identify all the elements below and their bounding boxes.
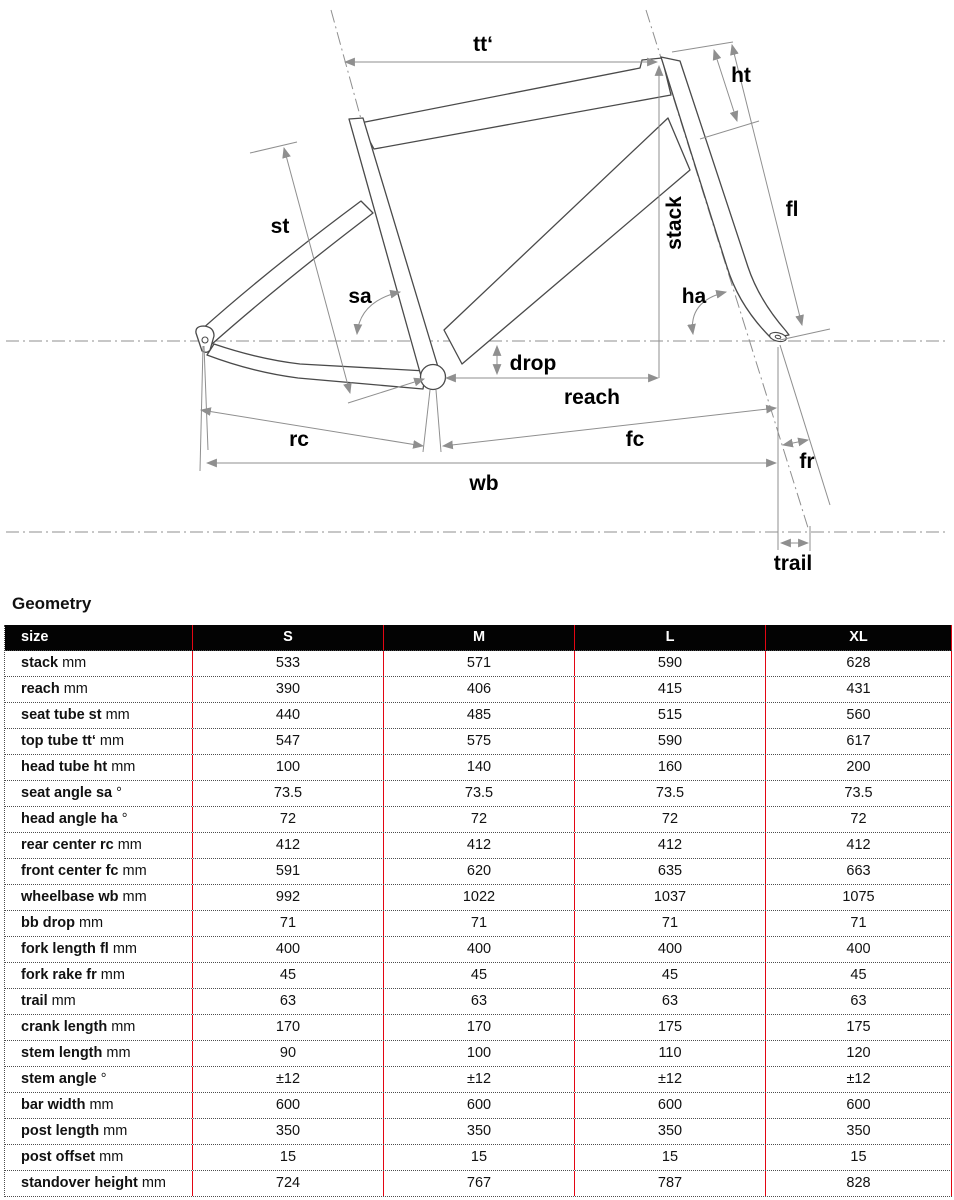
table-row <box>5 677 952 703</box>
cell-value-l: 787 <box>574 1171 765 1196</box>
row-label: bar width mm <box>21 1097 114 1113</box>
cell-value-m: 1022 <box>383 885 574 910</box>
cell-value-xl: 628 <box>765 651 952 676</box>
cell-value-m: 406 <box>383 677 574 702</box>
row-label: rear center rc mm <box>21 837 142 853</box>
table-header-row <box>5 625 952 651</box>
cell-value-xl: 15 <box>765 1145 952 1170</box>
cell-value-l: 63 <box>574 989 765 1014</box>
table-row <box>5 729 952 755</box>
cell-value-m: 600 <box>383 1093 574 1118</box>
table-row <box>5 963 952 989</box>
row-label: crank length mm <box>21 1019 136 1035</box>
row-label: fork length fl mm <box>21 941 137 957</box>
cell-value-s: 400 <box>192 937 383 962</box>
cell-value-l: 415 <box>574 677 765 702</box>
row-label: stack mm <box>21 655 87 671</box>
label-trail: trail <box>773 552 813 575</box>
cell-value-xl: 45 <box>765 963 952 988</box>
table-row <box>5 1145 952 1171</box>
cell-value-s: 390 <box>192 677 383 702</box>
row-label: trail mm <box>21 993 76 1009</box>
table-row <box>5 1041 952 1067</box>
cell-value-s: 15 <box>192 1145 383 1170</box>
cell-value-m: 72 <box>383 807 574 832</box>
label-stack: stack <box>663 196 686 250</box>
row-label: stem length mm <box>21 1045 131 1061</box>
cell-value-s: 591 <box>192 859 383 884</box>
table-row <box>5 1171 952 1197</box>
label-ht: ht <box>731 64 751 87</box>
cell-value-m: 100 <box>383 1041 574 1066</box>
header-size: size <box>21 629 49 645</box>
row-label: top tube tt‘ mm <box>21 733 125 749</box>
header-col-xl: XL <box>765 625 952 650</box>
label-ha: ha <box>681 285 707 308</box>
table-row <box>5 937 952 963</box>
cell-value-s: 90 <box>192 1041 383 1066</box>
chain-stay <box>207 344 426 389</box>
st-top-tick <box>250 142 297 153</box>
bb-circle <box>421 365 446 390</box>
label-drop: drop <box>509 352 557 375</box>
cell-value-m: 170 <box>383 1015 574 1040</box>
cell-value-l: 71 <box>574 911 765 936</box>
cell-value-s: ±12 <box>192 1067 383 1092</box>
cell-value-xl: 400 <box>765 937 952 962</box>
cell-value-m: 71 <box>383 911 574 936</box>
table-row <box>5 1119 952 1145</box>
table-row <box>5 781 952 807</box>
cell-value-s: 533 <box>192 651 383 676</box>
page-title: Geometry <box>12 594 92 613</box>
cell-value-s: 45 <box>192 963 383 988</box>
cell-value-m: 350 <box>383 1119 574 1144</box>
cell-value-l: 15 <box>574 1145 765 1170</box>
label-sa: sa <box>348 285 372 308</box>
cell-value-s: 73.5 <box>192 781 383 806</box>
cell-value-l: 350 <box>574 1119 765 1144</box>
label-rc: rc <box>289 428 309 451</box>
row-label: post length mm <box>21 1123 128 1139</box>
table-row <box>5 651 952 677</box>
cell-value-m: 15 <box>383 1145 574 1170</box>
label-fr: fr <box>799 450 815 473</box>
cell-value-s: 992 <box>192 885 383 910</box>
table-row <box>5 859 952 885</box>
cell-value-l: 73.5 <box>574 781 765 806</box>
label-tt: tt‘ <box>473 33 493 56</box>
geometry-table <box>4 625 952 1197</box>
table-row <box>5 703 952 729</box>
cell-value-l: 400 <box>574 937 765 962</box>
cell-value-l: 590 <box>574 651 765 676</box>
cell-value-m: 45 <box>383 963 574 988</box>
row-label: standover height mm <box>21 1175 166 1191</box>
cell-value-m: 412 <box>383 833 574 858</box>
cell-value-s: 63 <box>192 989 383 1014</box>
rear-axle-extension <box>200 346 203 471</box>
top-tube <box>360 58 671 149</box>
cell-value-m: 400 <box>383 937 574 962</box>
cell-value-xl: 560 <box>765 703 952 728</box>
rear-axle-slot <box>202 337 208 343</box>
rear-axle-extension-2 <box>204 346 208 450</box>
table-row <box>5 1015 952 1041</box>
row-label: stem angle ° <box>21 1071 107 1087</box>
cell-value-s: 71 <box>192 911 383 936</box>
cell-value-l: 635 <box>574 859 765 884</box>
label-fc: fc <box>625 428 645 451</box>
row-label: post offset mm <box>21 1149 124 1165</box>
ht-bottom-tick <box>700 121 759 139</box>
cell-value-l: 412 <box>574 833 765 858</box>
cell-value-xl: 72 <box>765 807 952 832</box>
ht-top-tick <box>672 42 733 52</box>
cell-value-l: 515 <box>574 703 765 728</box>
bb-extension-right <box>436 390 441 452</box>
cell-value-xl: 63 <box>765 989 952 1014</box>
row-label: fork rake fr mm <box>21 967 125 983</box>
cell-value-xl: ±12 <box>765 1067 952 1092</box>
table-row <box>5 755 952 781</box>
table-row <box>5 807 952 833</box>
cell-value-m: 571 <box>383 651 574 676</box>
cell-value-s: 170 <box>192 1015 383 1040</box>
cell-value-s: 100 <box>192 755 383 780</box>
cell-value-l: 1037 <box>574 885 765 910</box>
cell-value-m: 73.5 <box>383 781 574 806</box>
cell-value-m: 63 <box>383 989 574 1014</box>
cell-value-xl: 663 <box>765 859 952 884</box>
table-row <box>5 911 952 937</box>
dim-fc <box>443 408 776 446</box>
row-label: seat tube st mm <box>21 707 130 723</box>
header-col-l: L <box>574 625 765 650</box>
cell-value-xl: 431 <box>765 677 952 702</box>
dim-rc <box>201 410 423 446</box>
cell-value-xl: 71 <box>765 911 952 936</box>
cell-value-l: 45 <box>574 963 765 988</box>
cell-value-l: 600 <box>574 1093 765 1118</box>
cell-value-s: 412 <box>192 833 383 858</box>
rake-parallel-line <box>780 345 830 505</box>
cell-value-m: 485 <box>383 703 574 728</box>
cell-value-xl: 120 <box>765 1041 952 1066</box>
table-row <box>5 1093 952 1119</box>
cell-value-xl: 175 <box>765 1015 952 1040</box>
cell-value-l: 175 <box>574 1015 765 1040</box>
cell-value-xl: 1075 <box>765 885 952 910</box>
dim-fr <box>783 440 808 445</box>
label-reach: reach <box>563 386 621 409</box>
row-label: front center fc mm <box>21 863 147 879</box>
label-fl: fl <box>785 198 799 221</box>
bb-extension-left <box>423 390 430 452</box>
header-col-m: M <box>383 625 574 650</box>
header-col-s: S <box>192 625 383 650</box>
cell-value-xl: 200 <box>765 755 952 780</box>
row-label: wheelbase wb mm <box>21 889 147 905</box>
cell-value-s: 547 <box>192 729 383 754</box>
cell-value-s: 724 <box>192 1171 383 1196</box>
label-wb: wb <box>469 472 499 495</box>
cell-value-s: 440 <box>192 703 383 728</box>
cell-value-l: 160 <box>574 755 765 780</box>
table-row <box>5 1067 952 1093</box>
cell-value-xl: 350 <box>765 1119 952 1144</box>
cell-value-xl: 73.5 <box>765 781 952 806</box>
cell-value-l: ±12 <box>574 1067 765 1092</box>
seat-tube <box>349 118 438 376</box>
row-label: head angle ha ° <box>21 811 128 827</box>
cell-value-s: 72 <box>192 807 383 832</box>
row-label: head tube ht mm <box>21 759 136 775</box>
cell-value-m: 767 <box>383 1171 574 1196</box>
label-st: st <box>270 215 290 238</box>
bike-geometry-diagram <box>0 0 954 585</box>
cell-value-m: 575 <box>383 729 574 754</box>
row-label: seat angle sa ° <box>21 785 122 801</box>
cell-value-l: 72 <box>574 807 765 832</box>
row-label: bb drop mm <box>21 915 104 931</box>
cell-value-s: 350 <box>192 1119 383 1144</box>
cell-value-xl: 412 <box>765 833 952 858</box>
cell-value-m: 620 <box>383 859 574 884</box>
cell-value-xl: 617 <box>765 729 952 754</box>
cell-value-m: 140 <box>383 755 574 780</box>
table-row <box>5 989 952 1015</box>
row-label: reach mm <box>21 681 88 697</box>
table-row <box>5 885 952 911</box>
cell-value-xl: 828 <box>765 1171 952 1196</box>
cell-value-l: 110 <box>574 1041 765 1066</box>
table-body <box>5 651 952 1197</box>
cell-value-l: 590 <box>574 729 765 754</box>
cell-value-s: 600 <box>192 1093 383 1118</box>
down-tube <box>444 118 690 364</box>
cell-value-m: ±12 <box>383 1067 574 1092</box>
cell-value-xl: 600 <box>765 1093 952 1118</box>
table-row <box>5 833 952 859</box>
